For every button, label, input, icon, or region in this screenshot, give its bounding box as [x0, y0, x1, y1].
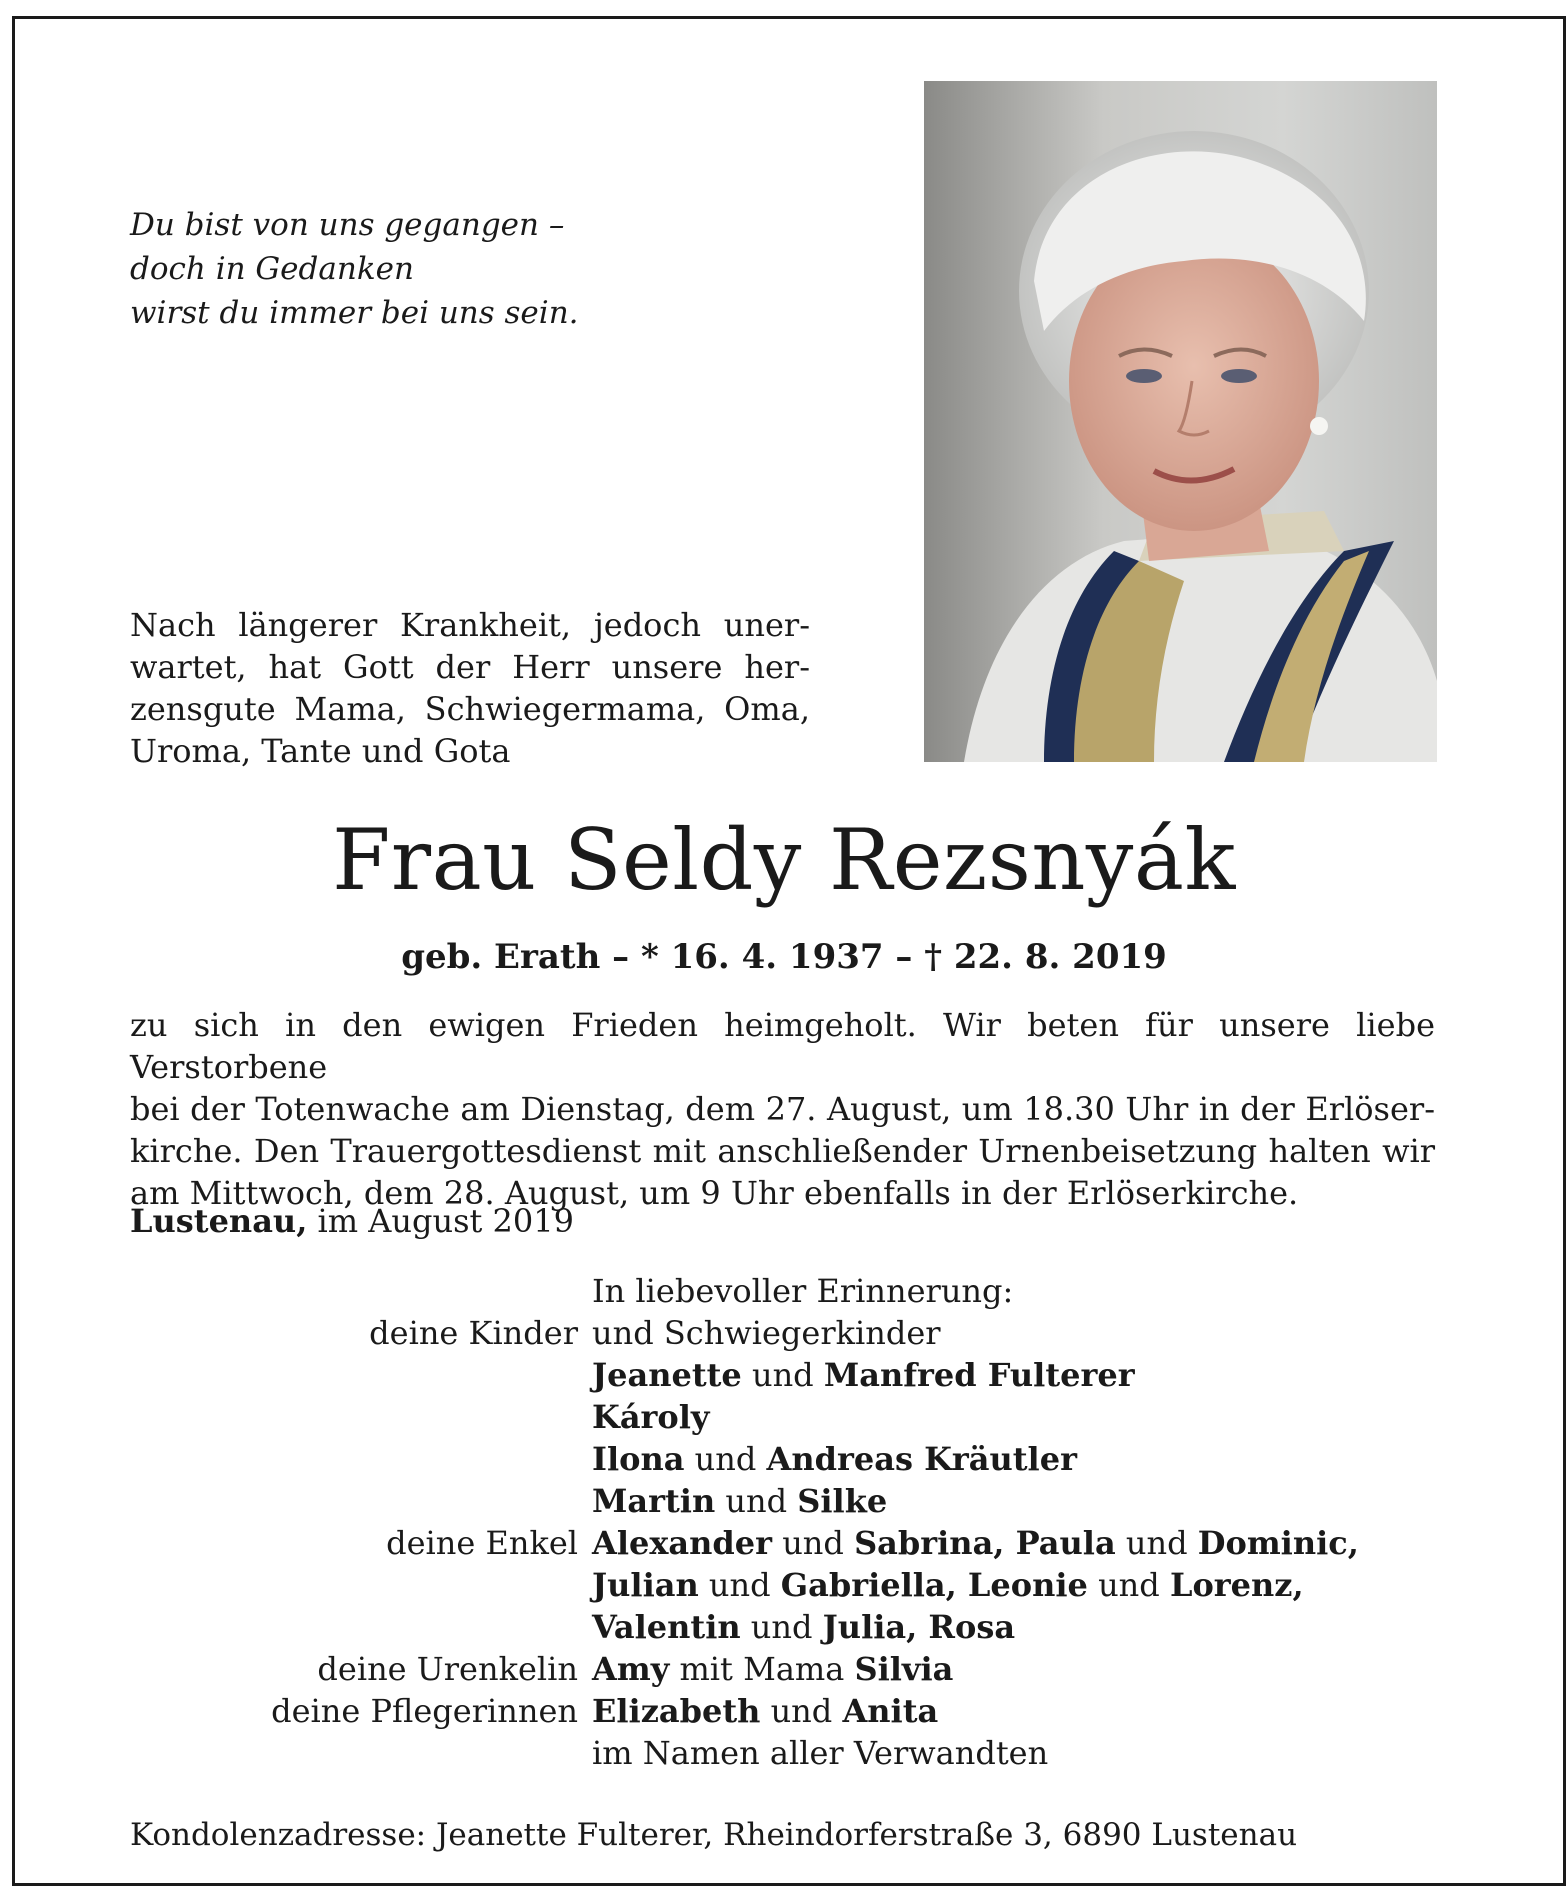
mourner-relation: deine Enkel — [386, 1524, 578, 1562]
mourner-name: Amy — [592, 1650, 670, 1688]
mourner-names — [592, 1564, 1568, 1606]
mourner-row — [0, 1438, 1568, 1480]
place-month: im August 2019 — [317, 1202, 574, 1240]
place-city: Lustenau, — [130, 1202, 308, 1240]
mourner-names — [592, 1606, 1568, 1648]
mourner-name: Károly — [592, 1398, 710, 1436]
mourner-name: Silke — [797, 1482, 888, 1520]
mourner-name: Gabriella, Leonie — [780, 1566, 1088, 1604]
mourner-row — [0, 1522, 1568, 1564]
mourner-names — [592, 1648, 1568, 1690]
mourner-names — [592, 1438, 1568, 1480]
mourner-relation — [0, 1480, 592, 1522]
mourner-relation — [0, 1732, 592, 1774]
mourners-heading: In liebevoller Erinnerung: — [592, 1272, 1014, 1310]
mourner-connector: und — [741, 1356, 824, 1394]
intro-line: wartet, hat Gott der Herr unsere her- — [130, 648, 810, 686]
motto-verse — [130, 203, 579, 335]
mourner-connector: und — [684, 1440, 767, 1478]
mourner-name: Martin — [592, 1482, 716, 1520]
deceased-name: Frau Seldy Rezsnyák — [332, 811, 1236, 909]
mourner-name: Anita — [842, 1692, 939, 1730]
body-line: am Mittwoch, dem 28. August, um 9 Uhr ebenfalls in der Erlöserkirche. — [130, 1174, 1299, 1212]
mourner-name: Elizabeth — [592, 1692, 761, 1730]
mourner-row — [0, 1648, 1568, 1690]
mourner-relation — [0, 1354, 592, 1396]
portrait-photo — [924, 81, 1437, 762]
motto-line: wirst du immer bei uns sein. — [130, 295, 579, 331]
mourner-row — [0, 1606, 1568, 1648]
mourner-connector: und — [698, 1566, 781, 1604]
mourner-relation: deine Urenkelin — [317, 1650, 578, 1688]
mourners-list — [0, 1270, 1568, 1774]
mourner-name: Lorenz, — [1169, 1566, 1304, 1604]
mourner-connector: mit Mama — [669, 1650, 855, 1688]
mourner-row — [0, 1312, 1568, 1354]
mourner-relation: deine Pflegerinnen — [271, 1692, 578, 1730]
mourner-rows — [0, 1312, 1568, 1774]
announcement-paragraph — [130, 1004, 1435, 1214]
mourner-row — [0, 1480, 1568, 1522]
intro-line: zensgute Mama, Schwiegermama, Oma, — [130, 690, 810, 728]
mourner-connector: im Namen aller Verwandten — [592, 1734, 1049, 1772]
mourner-connector: und — [740, 1608, 823, 1646]
mourners-heading-row — [0, 1270, 1568, 1312]
mourner-names — [592, 1732, 1568, 1774]
mourner-connector: und — [772, 1524, 855, 1562]
mourner-name: Julian — [592, 1566, 699, 1604]
mourner-name: Valentin — [592, 1608, 741, 1646]
portrait-image — [924, 81, 1437, 762]
mourner-names — [592, 1312, 1568, 1354]
mourner-row — [0, 1564, 1568, 1606]
mourner-connector: und — [760, 1692, 843, 1730]
intro-paragraph — [130, 604, 810, 772]
mourner-connector: und — [715, 1482, 798, 1520]
mourner-row — [0, 1354, 1568, 1396]
mourner-relation — [0, 1606, 592, 1648]
mourner-names — [592, 1480, 1568, 1522]
mourner-names — [592, 1690, 1568, 1732]
mourner-names — [592, 1522, 1568, 1564]
mourner-connector: und — [1087, 1566, 1170, 1604]
body-line: zu sich in den ewigen Frieden heimgeholt. Wir beten für unsere liebe Verstorbene — [130, 1006, 1435, 1086]
mourner-name: Silvia — [854, 1650, 954, 1688]
body-line: kirche. Den Trauergottesdienst mit anschließender Urnenbeisetzung halten wir — [130, 1132, 1435, 1170]
mourner-relation — [0, 1564, 592, 1606]
mourner-relation — [0, 1396, 592, 1438]
intro-line: Uroma, Tante und Gota — [130, 732, 511, 770]
condolence-address: Kondolenzadresse: Jeanette Fulterer, Rheindorferstraße 3, 6890 Lustenau — [130, 1817, 1298, 1853]
mourner-name: Julia, Rosa — [822, 1608, 1016, 1646]
place-date — [130, 1200, 574, 1242]
mourner-relation: deine Kinder — [369, 1314, 578, 1352]
mourner-name: Jeanette — [592, 1356, 742, 1394]
mourner-connector: und — [1115, 1524, 1198, 1562]
mourner-row — [0, 1396, 1568, 1438]
mourner-names — [592, 1354, 1568, 1396]
mourner-row — [0, 1732, 1568, 1774]
mourner-name: Alexander — [592, 1524, 773, 1562]
mourner-name: Ilona — [592, 1440, 685, 1478]
mourner-connector: und Schwiegerkinder — [592, 1314, 941, 1352]
mourner-name: Dominic, — [1197, 1524, 1359, 1562]
mourner-relation — [0, 1438, 592, 1480]
mourner-row — [0, 1690, 1568, 1732]
motto-line: doch in Gedanken — [130, 251, 414, 287]
mourner-name: Manfred Fulterer — [823, 1356, 1135, 1394]
deceased-dates: geb. Erath – * 16. 4. 1937 – † 22. 8. 2019 — [401, 937, 1167, 977]
mourner-name: Andreas Kräutler — [766, 1440, 1077, 1478]
intro-line: Nach längerer Krankheit, jedoch uner- — [130, 606, 810, 644]
mourner-name: Sabrina, Paula — [854, 1524, 1116, 1562]
body-line: bei der Totenwache am Dienstag, dem 27. August, um 18.30 Uhr in der Erlöser- — [130, 1090, 1435, 1128]
mourner-names — [592, 1396, 1568, 1438]
motto-line: Du bist von uns gegangen – — [130, 207, 565, 243]
